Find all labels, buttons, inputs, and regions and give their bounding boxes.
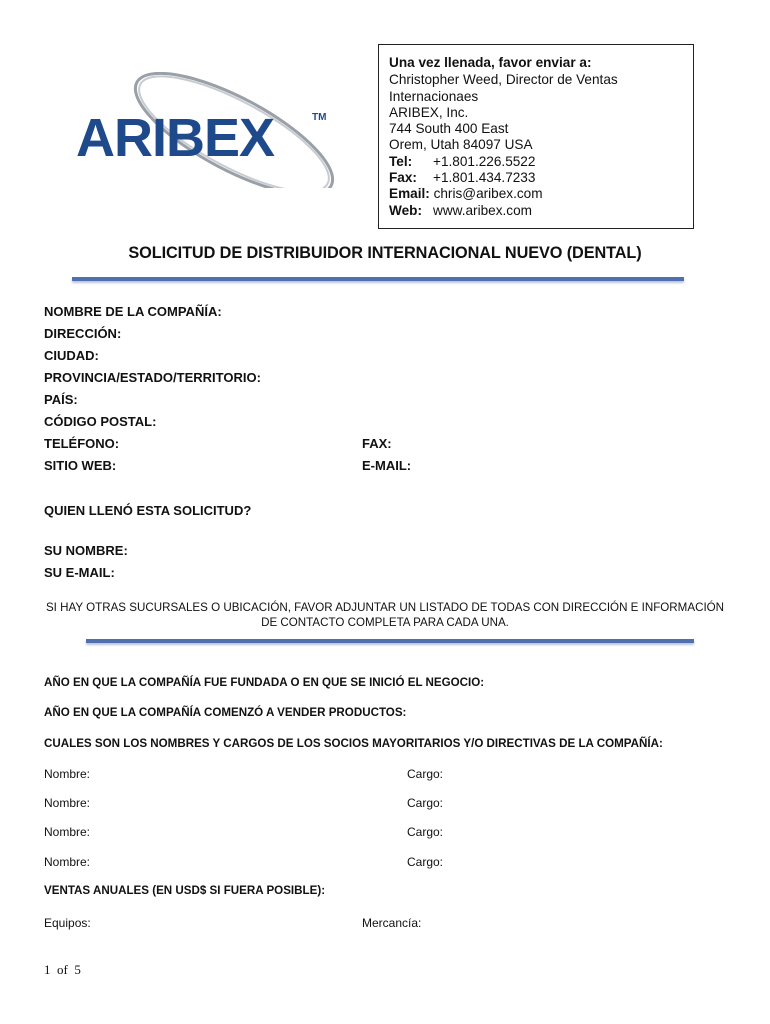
email-field-label: E-MAIL:	[362, 458, 412, 473]
merchandise-label: Mercancía:	[362, 916, 422, 930]
email-label: Email:	[389, 186, 430, 202]
send-to-box	[378, 44, 694, 229]
note-divider	[86, 639, 694, 643]
year-selling-label: AÑO EN QUE LA COMPAÑÍA COMENZÓ A VENDER PRODUCTOS:	[44, 706, 407, 719]
fax-label: Fax:	[389, 170, 417, 186]
partner-role-label: Cargo:	[407, 767, 444, 781]
partner-name-label: Nombre:	[44, 825, 91, 839]
page-number: 1 of 5	[44, 962, 81, 977]
website-label: SITIO WEB:	[44, 458, 117, 473]
logo-trademark: TM	[312, 112, 327, 123]
annual-sales-heading: VENTAS ANUALES (EN USD$ SI FUERA POSIBLE):	[44, 884, 326, 897]
contact-street: 744 South 400 East	[389, 121, 509, 137]
contact-web-row	[389, 203, 683, 219]
address-label: DIRECCIÓN:	[44, 326, 122, 341]
year-founded-label: AÑO EN QUE LA COMPAÑÍA FUE FUNDADA O EN QUE SE INICIÓ EL NEGOCIO:	[44, 676, 485, 689]
partner-name-label: Nombre:	[44, 767, 91, 781]
partner-role-label: Cargo:	[407, 796, 444, 810]
equipment-label: Equipos:	[44, 916, 91, 930]
contact-fax-row	[389, 170, 683, 186]
contact-email-row	[389, 186, 683, 202]
partner-role-label: Cargo:	[407, 825, 444, 839]
email-value: chris@aribex.com	[433, 186, 543, 202]
country-label: PAÍS:	[44, 392, 78, 407]
contact-department: Internacionaes	[389, 88, 479, 104]
your-name-label: SU NOMBRE:	[44, 543, 128, 558]
province-label: PROVINCIA/ESTADO/TERRITORIO:	[44, 370, 261, 385]
filler-question: QUIEN LLENÓ ESTA SOLICITUD?	[44, 503, 252, 518]
fax-field-label: FAX:	[362, 436, 392, 451]
aribex-logo	[74, 72, 344, 188]
tel-label: Tel:	[389, 153, 413, 169]
partner-name-label: Nombre:	[44, 796, 91, 810]
contact-company: ARIBEX, Inc.	[389, 104, 469, 120]
partner-role-label: Cargo:	[407, 855, 444, 869]
partner-name-label: Nombre:	[44, 855, 91, 869]
title-divider	[72, 277, 684, 281]
contact-tel-row	[389, 154, 683, 170]
your-email-label: SU E-MAIL:	[44, 565, 115, 580]
partners-question: CUALES SON LOS NOMBRES Y CARGOS DE LOS SOCIOS MAYORITARIOS Y/O DIRECTIVAS DE LA COMPAÑÍA:	[44, 737, 663, 750]
web-label: Web:	[389, 202, 422, 218]
phone-label: TELÉFONO:	[44, 436, 120, 451]
company-name-label: NOMBRE DE LA COMPAÑÍA:	[44, 304, 222, 319]
send-to-heading: Una vez llenada, favor enviar a:	[389, 55, 592, 70]
web-value: www.aribex.com	[433, 202, 532, 218]
document-title: SOLICITUD DE DISTRIBUIDOR INTERNACIONAL NUEVO (DENTAL)	[128, 244, 642, 262]
city-label: CIUDAD:	[44, 348, 99, 363]
fax-value: +1.801.434.7233	[433, 170, 536, 186]
contact-city: Orem, Utah 84097 USA	[389, 137, 533, 153]
branches-note: SI HAY OTRAS SUCURSALES O UBICACIÓN, FAVOR ADJUNTAR UN LISTADO DE TODAS CON DIRECCIÓN E INFORMACIÓN DE CONTACTO COMPLETA PARA CADA UNA.	[45, 601, 725, 629]
postal-code-label: CÓDIGO POSTAL:	[44, 414, 157, 429]
logo-wordmark: ARIBEX	[76, 108, 275, 168]
tel-value: +1.801.226.5522	[433, 153, 536, 169]
contact-name: Christopher Weed, Director de Ventas	[389, 72, 618, 88]
